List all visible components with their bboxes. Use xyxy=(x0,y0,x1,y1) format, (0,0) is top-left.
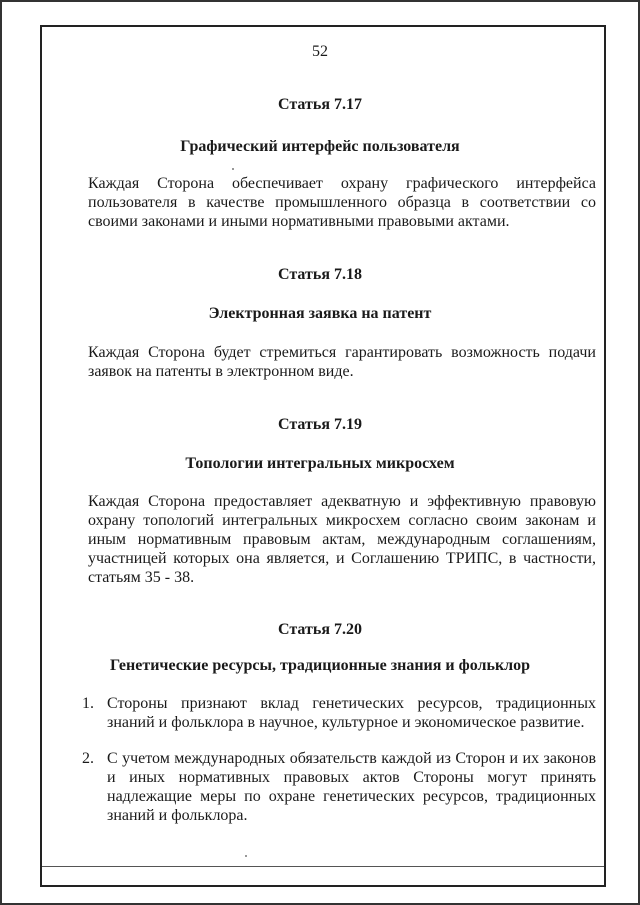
scan-speck xyxy=(232,168,234,170)
list-item xyxy=(82,749,596,825)
bottom-rule xyxy=(42,866,604,867)
list-item-number: 1. xyxy=(82,695,94,712)
page-number: 52 xyxy=(312,43,328,60)
article-heading-7-18: Электронная заявка на патент xyxy=(208,305,432,322)
article-heading-7-19: Топологии интегральных микросхем xyxy=(185,455,455,472)
list-item-text: Стороны признают вклад генетических ресурсов, традиционных знаний и фольклора в научное, культурное и экономическое развитие. xyxy=(107,695,596,731)
list-item-text: С учетом международных обязательств каждой из Сторон и их законов и иных нормативных правовых актов Стороны могут принять надлежащие меры по охране генетических ресурсов, традиционных знаний и фольклора. xyxy=(107,750,596,824)
article-text-7-19: Каждая Сторона предоставляет адекватную и эффективную правовую охрану топологий интегральных микросхем согласно своим законам и иным нормативным правовым актам, международным соглашениям, участницей которых она является, и Соглашению ТРИПС, в частности, статьям 35 - 38. xyxy=(88,493,596,586)
scan-speck xyxy=(245,855,247,857)
article-title-7-20: Статья 7.20 xyxy=(278,621,362,638)
list-item-number: 2. xyxy=(82,750,94,767)
list-item xyxy=(82,694,596,732)
article-text-7-17: Каждая Сторона обеспечивает охрану графического интерфейса пользователя в качестве промышленного образца в соответствии со своими законами и иными нормативными правовыми актами. xyxy=(88,175,596,230)
article-title-7-19: Статья 7.19 xyxy=(278,416,362,433)
article-title-7-17: Статья 7.17 xyxy=(278,96,362,113)
article-heading-7-17: Графический интерфейс пользователя xyxy=(180,138,460,155)
article-heading-7-20: Генетические ресурсы, традиционные знания и фольклор xyxy=(109,657,531,674)
article-title-7-18: Статья 7.18 xyxy=(278,266,362,283)
article-text-7-18: Каждая Сторона будет стремиться гарантировать возможность подачи заявок на патенты в электронном виде. xyxy=(88,344,596,380)
